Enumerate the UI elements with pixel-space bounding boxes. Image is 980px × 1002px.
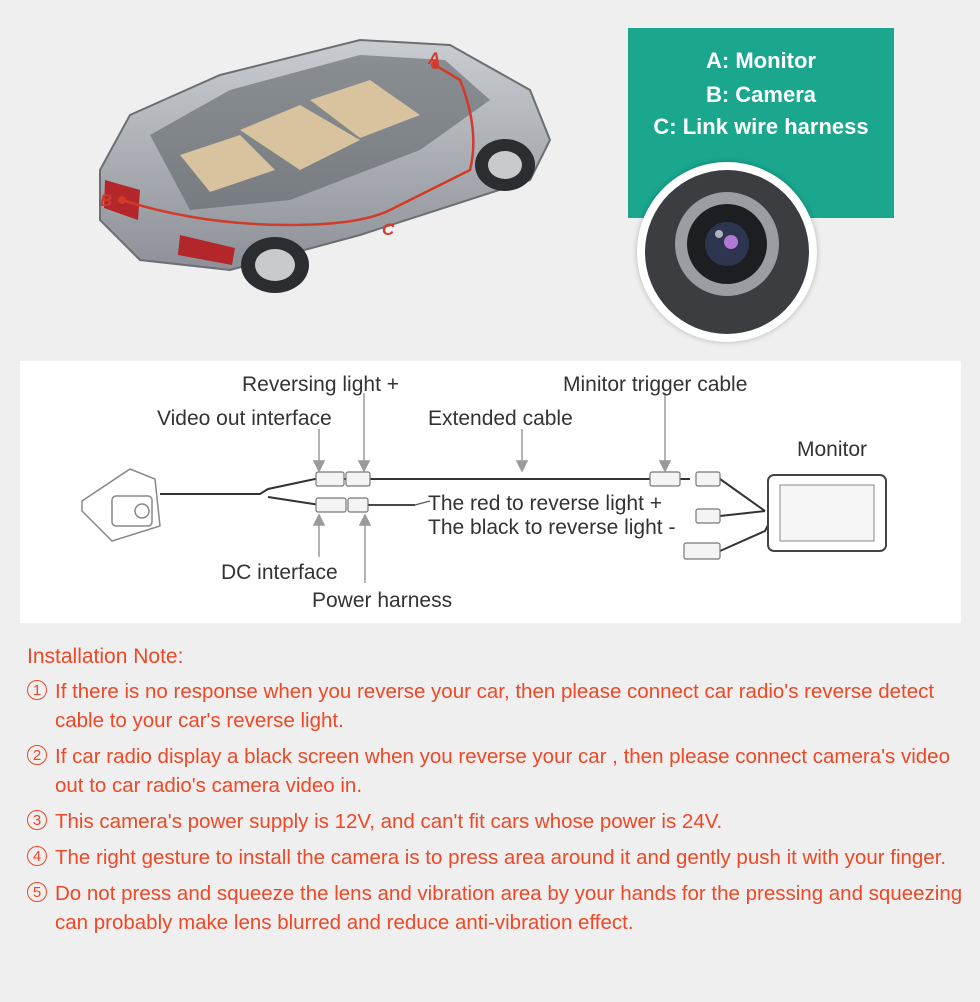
legend-monitor: A: Monitor [706,48,816,73]
label-red-wire: The red to reverse light + [428,492,663,515]
label-black-wire: The black to reverse light - [428,516,676,539]
callout-a: A [428,49,441,68]
label-monitor: Monitor [797,438,868,461]
note-item [27,742,967,800]
note-number: 3 [27,810,47,830]
note-item [27,843,967,872]
legend-camera: B: Camera [705,82,817,107]
note-text: If car radio display a black screen when you reverse your car , then please connect camera's video out to car radio's camera video in. [55,745,950,797]
note-number: 1 [27,680,47,700]
label-power-harness: Power harness [312,589,453,612]
camera-lens-closeup [637,162,817,342]
callout-b: B [100,191,113,210]
label-extended-cable: Extended cable [428,407,573,430]
lens-icon [637,162,817,342]
installation-notes [27,645,967,944]
label-video-out: Video out interface [157,407,332,430]
note-text: If there is no response when you reverse your car, then please connect car radio's reverse detect cable to your car's reverse light. [55,680,935,732]
wiring-diagram [20,361,961,623]
note-item [27,807,967,836]
note-item [27,879,967,937]
notes-title: Installation Note: [27,645,184,668]
note-text: Do not press and squeeze the lens and vibration area by your hands for the pressing and squeezing can probably make lens blurred and reduce anti-vibration effect. [55,882,963,934]
note-number: 4 [27,846,47,866]
label-trigger-cable: Minitor trigger cable [563,373,748,396]
legend-harness: C: Link wire harness [653,114,869,139]
label-reversing-light: Reversing light + [242,373,399,396]
callout-c: C [382,220,395,239]
label-dc-interface: DC interface [221,561,338,584]
car-drawing [60,20,580,320]
note-number: 2 [27,745,47,765]
note-text: This camera's power supply is 12V, and can't fit cars whose power is 24V. [55,810,723,833]
note-text: The right gesture to install the camera is to press area around it and gently push it with your finger. [55,846,947,869]
note-number: 5 [27,882,47,902]
car-illustration [60,20,580,320]
note-item [27,677,967,735]
